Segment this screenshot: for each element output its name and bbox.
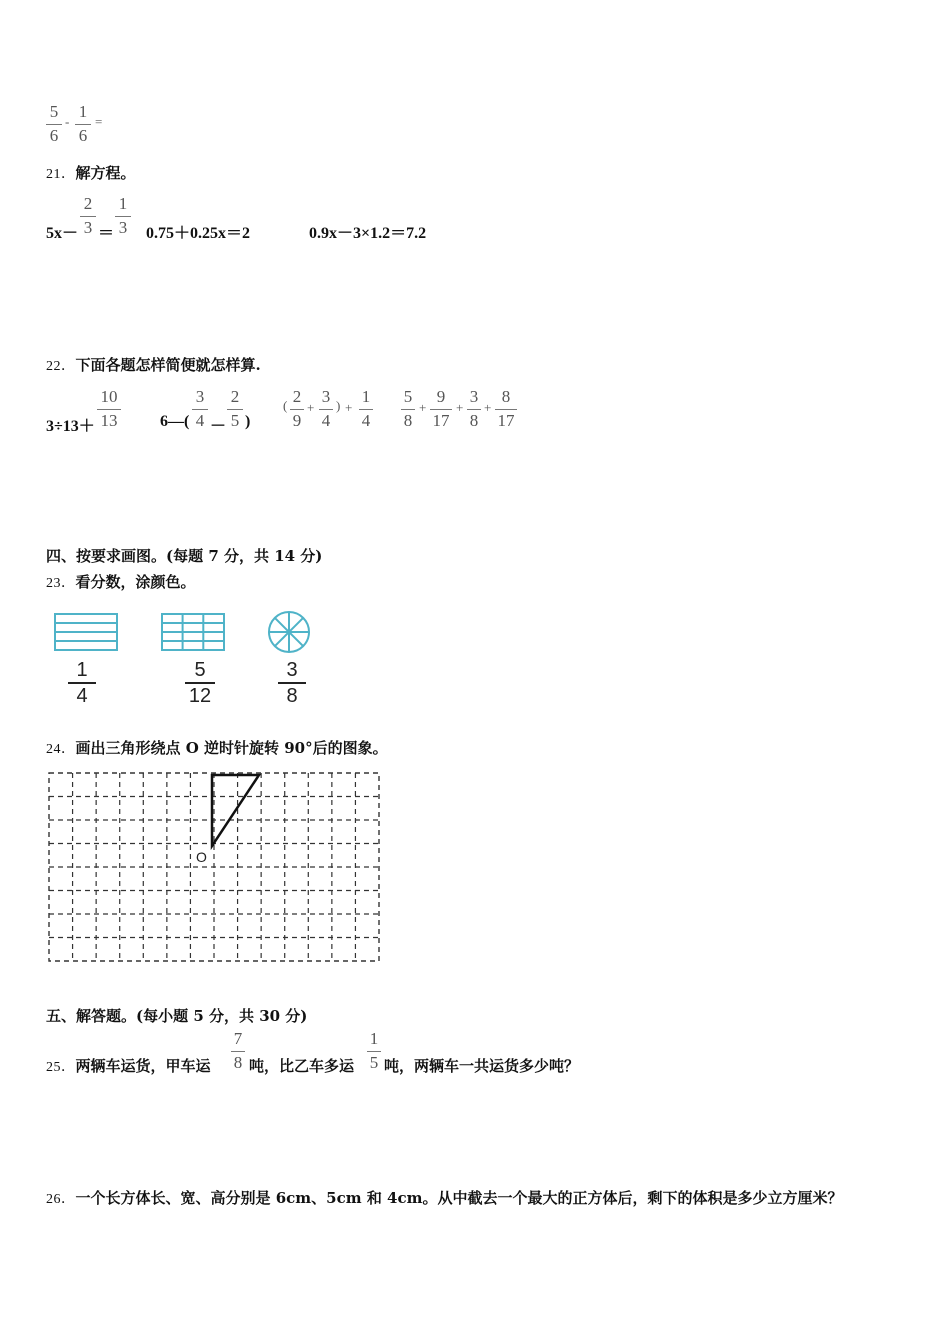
fraction: 9 17 xyxy=(430,387,452,431)
triangle xyxy=(212,775,259,846)
minus-sign: - xyxy=(65,114,70,129)
section-5-title: 五、解答题。(每小题 5 分，共 30 分) xyxy=(46,1007,308,1025)
plus-sign: + xyxy=(307,400,315,415)
fraction: 10 13 xyxy=(97,387,121,431)
plus-sign: + xyxy=(345,400,353,415)
fraction: 2 5 xyxy=(227,387,243,431)
circle-eighths-shape[interactable] xyxy=(267,610,311,654)
fraction-label: 5 12 xyxy=(185,659,215,707)
fraction: 2 3 xyxy=(80,194,96,238)
equals-sign: = xyxy=(95,114,103,129)
minus-sign: － xyxy=(210,418,227,435)
equation-1-prefix: 5x－ xyxy=(46,225,79,242)
rectangle-quarters-shape[interactable] xyxy=(54,613,118,651)
open-paren: ( xyxy=(283,398,288,413)
rotation-grid[interactable] xyxy=(46,770,382,966)
question-24-heading: 24．画出三角形绕点 O 逆时针旋转 90°后的图象。 xyxy=(46,739,388,757)
fraction: 8 17 xyxy=(495,387,517,431)
expression-2-prefix: 6—( xyxy=(160,413,190,430)
close-paren: ) xyxy=(245,413,251,430)
question-23-heading: 23．看分数，涂颜色。 xyxy=(46,573,196,591)
equation-2: 0.75＋0.25x＝2 xyxy=(146,225,251,242)
question-21-heading: 21．解方程。 xyxy=(46,164,136,182)
fraction: 1 6 xyxy=(75,102,91,146)
fraction: 1 5 xyxy=(367,1029,381,1073)
fraction: 1 3 xyxy=(115,194,131,238)
expression-1-prefix: 3÷13＋ xyxy=(46,418,95,435)
close-paren: ) xyxy=(336,398,341,413)
fraction-label: 3 8 xyxy=(278,659,306,707)
equation-3: 0.9x－3×1.2＝7.2 xyxy=(309,225,427,242)
section-4-title: 四、按要求画图。(每题 7 分，共 14 分) xyxy=(46,547,323,565)
fraction: 5 8 xyxy=(401,387,415,431)
question-22-heading: 22．下面各题怎样简便就怎样算. xyxy=(46,356,261,374)
fraction: 3 8 xyxy=(467,387,481,431)
rectangle-twelfths-shape[interactable] xyxy=(161,613,225,651)
fraction: 3 4 xyxy=(192,387,208,431)
fraction: 5 6 xyxy=(46,102,62,146)
question-26: 26．一个长方体长、宽、高分别是 6cm、5cm 和 4cm。从中截去一个最大的正方体后，剩下的体积是多少立方厘米？ xyxy=(46,1189,843,1207)
equals-sign: ＝ xyxy=(98,225,115,242)
fraction-label: 1 4 xyxy=(68,659,96,707)
fraction: 7 8 xyxy=(231,1029,245,1073)
plus-sign: + xyxy=(456,400,464,415)
fraction: 3 4 xyxy=(319,387,333,431)
plus-sign: + xyxy=(419,400,427,415)
fraction: 1 4 xyxy=(359,387,373,431)
plus-sign: + xyxy=(484,400,492,415)
fraction: 2 9 xyxy=(290,387,304,431)
point-o-label: O xyxy=(196,849,207,865)
